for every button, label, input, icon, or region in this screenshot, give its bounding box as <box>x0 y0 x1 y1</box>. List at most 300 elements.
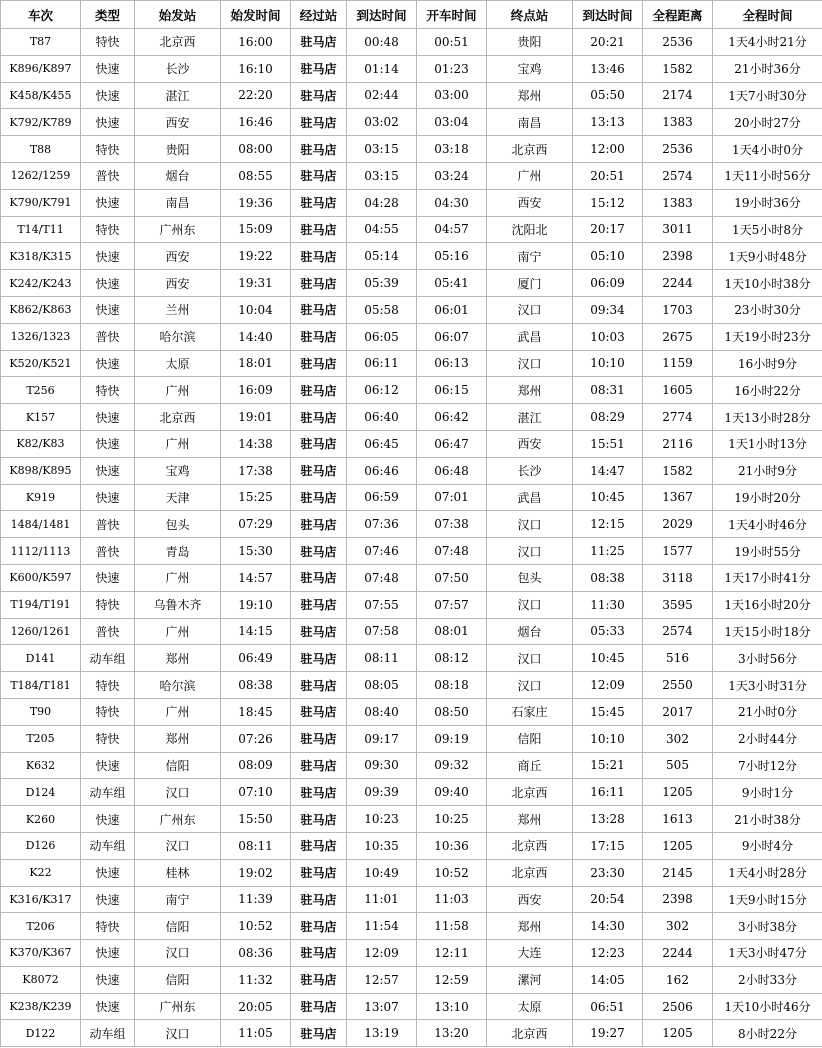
distance-cell: 1582 <box>643 457 713 484</box>
duration-cell: 1天9小时48分 <box>713 243 822 270</box>
train-no-cell: K157 <box>1 404 81 431</box>
distance-cell: 2550 <box>643 672 713 699</box>
terminal-station-cell: 湛江 <box>487 404 573 431</box>
table-row <box>1 404 822 431</box>
table-row <box>1 698 822 725</box>
terminal-arrival-time-cell: 10:45 <box>573 645 643 672</box>
table-row <box>1 136 822 163</box>
terminal-arrival-time-cell: 17:15 <box>573 832 643 859</box>
origin-station-cell: 信阳 <box>135 913 221 940</box>
train-no-cell: K318/K315 <box>1 243 81 270</box>
arrival-time-cell: 03:02 <box>347 109 417 136</box>
origin-time-cell: 19:01 <box>221 404 291 431</box>
via-station-cell: 驻马店 <box>291 698 347 725</box>
via-station-cell: 驻马店 <box>291 564 347 591</box>
origin-time-cell: 06:49 <box>221 645 291 672</box>
via-station-cell: 驻马店 <box>291 82 347 109</box>
origin-station-cell: 哈尔滨 <box>135 323 221 350</box>
table-row <box>1 672 822 699</box>
train-type-cell: 快速 <box>81 457 135 484</box>
train-no-header: 车次 <box>1 1 81 29</box>
origin-header: 始发站 <box>135 1 221 29</box>
arrival-time-cell: 11:01 <box>347 886 417 913</box>
origin-station-cell: 信阳 <box>135 966 221 993</box>
departure-time-cell: 07:48 <box>417 538 487 565</box>
origin-time-cell: 18:01 <box>221 350 291 377</box>
duration-cell: 1天4小时46分 <box>713 511 822 538</box>
duration-cell: 1天3小时31分 <box>713 672 822 699</box>
origin-time-cell: 14:38 <box>221 430 291 457</box>
duration-cell: 21小时36分 <box>713 55 822 82</box>
departure-time-cell: 04:30 <box>417 189 487 216</box>
origin-station-cell: 郑州 <box>135 645 221 672</box>
train-type-cell: 快速 <box>81 270 135 297</box>
train-type-cell: 快速 <box>81 430 135 457</box>
origin-station-cell: 北京西 <box>135 404 221 431</box>
terminal-station-cell: 漯河 <box>487 966 573 993</box>
arrival-time-cell: 03:15 <box>347 162 417 189</box>
departure-time-cell: 06:15 <box>417 377 487 404</box>
terminal-station-cell: 郑州 <box>487 806 573 833</box>
terminal-station-cell: 长沙 <box>487 457 573 484</box>
terminal-arrival-time-cell: 05:33 <box>573 618 643 645</box>
train-type-cell: 快速 <box>81 859 135 886</box>
via-station-cell: 驻马店 <box>291 243 347 270</box>
origin-time-header: 始发时间 <box>221 1 291 29</box>
via-station-cell: 驻马店 <box>291 940 347 967</box>
table-row <box>1 832 822 859</box>
via-station-cell: 驻马店 <box>291 725 347 752</box>
terminal-station-cell: 郑州 <box>487 82 573 109</box>
origin-station-cell: 烟台 <box>135 162 221 189</box>
origin-station-cell: 哈尔滨 <box>135 672 221 699</box>
train-no-cell: K600/K597 <box>1 564 81 591</box>
terminal-arrival-time-cell: 12:15 <box>573 511 643 538</box>
distance-cell: 2398 <box>643 886 713 913</box>
terminal-station-cell: 信阳 <box>487 725 573 752</box>
terminal-arrival-time-cell: 11:30 <box>573 591 643 618</box>
train-type-cell: 快速 <box>81 404 135 431</box>
terminal-station-cell: 汉口 <box>487 645 573 672</box>
arrival-time-cell: 08:11 <box>347 645 417 672</box>
origin-station-cell: 青岛 <box>135 538 221 565</box>
duration-cell: 16小时22分 <box>713 377 822 404</box>
terminal-station-cell: 北京西 <box>487 859 573 886</box>
departure-time-cell: 07:50 <box>417 564 487 591</box>
terminal-arrival-time-cell: 06:09 <box>573 270 643 297</box>
train-type-cell: 快速 <box>81 109 135 136</box>
via-station-cell: 驻马店 <box>291 29 347 56</box>
train-type-cell: 动车组 <box>81 1020 135 1047</box>
table-row <box>1 966 822 993</box>
terminal-arrival-time-cell: 13:46 <box>573 55 643 82</box>
table-row <box>1 484 822 511</box>
train-type-cell: 特快 <box>81 591 135 618</box>
origin-station-cell: 北京西 <box>135 29 221 56</box>
origin-time-cell: 15:30 <box>221 538 291 565</box>
departure-time-cell: 09:32 <box>417 752 487 779</box>
terminal-arrival-time-cell: 10:10 <box>573 725 643 752</box>
terminal-station-cell: 北京西 <box>487 832 573 859</box>
origin-station-cell: 贵阳 <box>135 136 221 163</box>
departure-time-cell: 03:00 <box>417 82 487 109</box>
origin-station-cell: 兰州 <box>135 296 221 323</box>
train-no-cell: K238/K239 <box>1 993 81 1020</box>
departure-time-cell: 06:01 <box>417 296 487 323</box>
origin-time-cell: 16:00 <box>221 29 291 56</box>
distance-cell: 162 <box>643 966 713 993</box>
origin-station-cell: 长沙 <box>135 55 221 82</box>
distance-cell: 2675 <box>643 323 713 350</box>
terminal-arrival-time-cell: 23:30 <box>573 859 643 886</box>
distance-cell: 2536 <box>643 29 713 56</box>
origin-station-cell: 西安 <box>135 270 221 297</box>
terminal-station-cell: 西安 <box>487 189 573 216</box>
via-station-cell: 驻马店 <box>291 216 347 243</box>
train-type-cell: 普快 <box>81 618 135 645</box>
train-type-cell: 快速 <box>81 940 135 967</box>
via-station-cell: 驻马店 <box>291 430 347 457</box>
origin-station-cell: 广州 <box>135 430 221 457</box>
arrival-time-cell: 09:30 <box>347 752 417 779</box>
origin-station-cell: 广州 <box>135 698 221 725</box>
departure-time-cell: 12:59 <box>417 966 487 993</box>
duration-cell: 1天17小时41分 <box>713 564 822 591</box>
via-station-cell: 驻马店 <box>291 538 347 565</box>
train-type-cell: 快速 <box>81 886 135 913</box>
departure-time-cell: 13:10 <box>417 993 487 1020</box>
terminal-station-cell: 郑州 <box>487 377 573 404</box>
duration-header: 全程时间 <box>713 1 822 29</box>
distance-cell: 1205 <box>643 832 713 859</box>
origin-time-cell: 18:45 <box>221 698 291 725</box>
via-station-cell: 驻马店 <box>291 162 347 189</box>
terminal-station-cell: 南昌 <box>487 109 573 136</box>
arrival-time-cell: 12:09 <box>347 940 417 967</box>
duration-cell: 1天13小时28分 <box>713 404 822 431</box>
train-no-cell: T88 <box>1 136 81 163</box>
distance-cell: 2244 <box>643 940 713 967</box>
origin-station-cell: 汉口 <box>135 940 221 967</box>
via-station-cell: 驻马店 <box>291 832 347 859</box>
distance-cell: 1367 <box>643 484 713 511</box>
terminal-station-cell: 北京西 <box>487 136 573 163</box>
train-type-cell: 特快 <box>81 913 135 940</box>
origin-time-cell: 08:11 <box>221 832 291 859</box>
train-no-cell: K790/K791 <box>1 189 81 216</box>
duration-cell: 1天3小时47分 <box>713 940 822 967</box>
departure-time-cell: 05:16 <box>417 243 487 270</box>
origin-time-cell: 22:20 <box>221 82 291 109</box>
train-no-cell: D124 <box>1 779 81 806</box>
distance-cell: 2244 <box>643 270 713 297</box>
origin-time-cell: 14:57 <box>221 564 291 591</box>
train-no-cell: T87 <box>1 29 81 56</box>
train-type-cell: 快速 <box>81 55 135 82</box>
distance-cell: 3595 <box>643 591 713 618</box>
arrival-time-cell: 11:54 <box>347 913 417 940</box>
via-station-cell: 驻马店 <box>291 404 347 431</box>
terminal-arrival-time-cell: 15:51 <box>573 430 643 457</box>
origin-time-cell: 14:15 <box>221 618 291 645</box>
distance-cell: 2574 <box>643 618 713 645</box>
train-no-cell: T184/T181 <box>1 672 81 699</box>
arrival-time-cell: 04:28 <box>347 189 417 216</box>
via-station-cell: 驻马店 <box>291 189 347 216</box>
train-no-cell: D122 <box>1 1020 81 1047</box>
via-station-cell: 驻马店 <box>291 377 347 404</box>
arrival-time-header: 到达时间 <box>347 1 417 29</box>
train-no-cell: 1326/1323 <box>1 323 81 350</box>
origin-station-cell: 南宁 <box>135 886 221 913</box>
departure-time-cell: 13:20 <box>417 1020 487 1047</box>
via-station-cell: 驻马店 <box>291 672 347 699</box>
train-type-cell: 特快 <box>81 29 135 56</box>
arrival-time-cell: 00:48 <box>347 29 417 56</box>
table-row <box>1 29 822 56</box>
distance-cell: 505 <box>643 752 713 779</box>
terminal-station-cell: 西安 <box>487 430 573 457</box>
distance-cell: 2029 <box>643 511 713 538</box>
distance-cell: 1577 <box>643 538 713 565</box>
terminal-arrival-time-cell: 19:27 <box>573 1020 643 1047</box>
arrival-time-cell: 07:55 <box>347 591 417 618</box>
train-type-cell: 普快 <box>81 162 135 189</box>
departure-time-cell: 01:23 <box>417 55 487 82</box>
distance-cell: 2174 <box>643 82 713 109</box>
table-row <box>1 82 822 109</box>
terminal-station-cell: 武昌 <box>487 323 573 350</box>
table-row <box>1 511 822 538</box>
train-no-cell: K520/K521 <box>1 350 81 377</box>
origin-time-cell: 08:38 <box>221 672 291 699</box>
departure-time-cell: 10:36 <box>417 832 487 859</box>
via-station-cell: 驻马店 <box>291 270 347 297</box>
table-row <box>1 993 822 1020</box>
distance-cell: 1613 <box>643 806 713 833</box>
terminal-station-cell: 宝鸡 <box>487 55 573 82</box>
departure-time-cell: 08:12 <box>417 645 487 672</box>
departure-time-cell: 11:58 <box>417 913 487 940</box>
distance-cell: 2017 <box>643 698 713 725</box>
train-type-cell: 特快 <box>81 377 135 404</box>
duration-cell: 1天10小时46分 <box>713 993 822 1020</box>
terminal-station-cell: 厦门 <box>487 270 573 297</box>
distance-cell: 302 <box>643 913 713 940</box>
arrival-time-cell: 09:39 <box>347 779 417 806</box>
table-row <box>1 189 822 216</box>
origin-station-cell: 信阳 <box>135 752 221 779</box>
train-type-cell: 普快 <box>81 323 135 350</box>
arrival-time-cell: 06:40 <box>347 404 417 431</box>
departure-time-cell: 12:11 <box>417 940 487 967</box>
origin-station-cell: 广州东 <box>135 806 221 833</box>
train-type-cell: 普快 <box>81 538 135 565</box>
departure-time-cell: 07:57 <box>417 591 487 618</box>
distance-cell: 1605 <box>643 377 713 404</box>
terminal-station-cell: 大连 <box>487 940 573 967</box>
arrival-time-cell: 02:44 <box>347 82 417 109</box>
origin-station-cell: 宝鸡 <box>135 457 221 484</box>
arrival-time-cell: 03:15 <box>347 136 417 163</box>
arrival-time-cell: 12:57 <box>347 966 417 993</box>
duration-cell: 1天4小时0分 <box>713 136 822 163</box>
via-station-cell: 驻马店 <box>291 296 347 323</box>
via-station-header: 经过站 <box>291 1 347 29</box>
distance-header: 全程距离 <box>643 1 713 29</box>
origin-time-cell: 07:26 <box>221 725 291 752</box>
terminal-station-cell: 北京西 <box>487 1020 573 1047</box>
origin-time-cell: 10:52 <box>221 913 291 940</box>
terminal-station-cell: 贵阳 <box>487 29 573 56</box>
terminal-arrival-time-cell: 15:12 <box>573 189 643 216</box>
via-station-cell: 驻马店 <box>291 1020 347 1047</box>
terminal-arrival-time-cell: 12:00 <box>573 136 643 163</box>
via-station-cell: 驻马店 <box>291 618 347 645</box>
arrival-time-cell: 10:49 <box>347 859 417 886</box>
departure-time-cell: 06:13 <box>417 350 487 377</box>
train-type-cell: 动车组 <box>81 832 135 859</box>
origin-time-cell: 16:46 <box>221 109 291 136</box>
train-no-cell: K896/K897 <box>1 55 81 82</box>
terminal-station-cell: 石家庄 <box>487 698 573 725</box>
table-row <box>1 323 822 350</box>
origin-time-cell: 15:25 <box>221 484 291 511</box>
departure-time-cell: 05:41 <box>417 270 487 297</box>
origin-station-cell: 汉口 <box>135 779 221 806</box>
origin-time-cell: 08:36 <box>221 940 291 967</box>
departure-time-cell: 03:04 <box>417 109 487 136</box>
duration-cell: 21小时0分 <box>713 698 822 725</box>
duration-cell: 1天4小时28分 <box>713 859 822 886</box>
duration-cell: 1天7小时30分 <box>713 82 822 109</box>
train-no-cell: K316/K317 <box>1 886 81 913</box>
train-no-cell: T256 <box>1 377 81 404</box>
origin-time-cell: 11:39 <box>221 886 291 913</box>
distance-cell: 1159 <box>643 350 713 377</box>
duration-cell: 1天4小时21分 <box>713 29 822 56</box>
origin-time-cell: 17:38 <box>221 457 291 484</box>
distance-cell: 2536 <box>643 136 713 163</box>
train-no-cell: T205 <box>1 725 81 752</box>
arrival-time-cell: 07:36 <box>347 511 417 538</box>
duration-cell: 9小时4分 <box>713 832 822 859</box>
duration-cell: 2小时44分 <box>713 725 822 752</box>
table-row <box>1 913 822 940</box>
terminal-arrival-time-cell: 20:54 <box>573 886 643 913</box>
arrival-time-cell: 07:48 <box>347 564 417 591</box>
arrival-time-cell: 06:05 <box>347 323 417 350</box>
duration-cell: 1天11小时56分 <box>713 162 822 189</box>
origin-station-cell: 南昌 <box>135 189 221 216</box>
terminal-arrival-time-cell: 12:09 <box>573 672 643 699</box>
train-no-cell: K919 <box>1 484 81 511</box>
origin-time-cell: 19:22 <box>221 243 291 270</box>
via-station-cell: 驻马店 <box>291 806 347 833</box>
origin-station-cell: 太原 <box>135 350 221 377</box>
origin-time-cell: 19:31 <box>221 270 291 297</box>
train-type-cell: 特快 <box>81 725 135 752</box>
terminal-station-cell: 汉口 <box>487 511 573 538</box>
duration-cell: 1天9小时15分 <box>713 886 822 913</box>
distance-cell: 516 <box>643 645 713 672</box>
via-station-cell: 驻马店 <box>291 323 347 350</box>
distance-cell: 2774 <box>643 404 713 431</box>
terminal-station-cell: 汉口 <box>487 591 573 618</box>
origin-time-cell: 11:05 <box>221 1020 291 1047</box>
via-station-cell: 驻马店 <box>291 109 347 136</box>
origin-station-cell: 郑州 <box>135 725 221 752</box>
origin-time-cell: 20:05 <box>221 993 291 1020</box>
distance-cell: 1205 <box>643 779 713 806</box>
terminal-arrival-time-cell: 05:10 <box>573 243 643 270</box>
duration-cell: 19小时20分 <box>713 484 822 511</box>
duration-cell: 1天16小时20分 <box>713 591 822 618</box>
duration-cell: 3小时56分 <box>713 645 822 672</box>
terminal-station-cell: 汉口 <box>487 296 573 323</box>
arrival-time-cell: 05:39 <box>347 270 417 297</box>
departure-time-cell: 03:18 <box>417 136 487 163</box>
origin-time-cell: 16:10 <box>221 55 291 82</box>
arrival-time-cell: 13:07 <box>347 993 417 1020</box>
departure-time-cell: 06:42 <box>417 404 487 431</box>
table-row <box>1 564 822 591</box>
type-header: 类型 <box>81 1 135 29</box>
header-row <box>1 1 822 29</box>
table-row <box>1 859 822 886</box>
table-row <box>1 725 822 752</box>
train-type-cell: 动车组 <box>81 779 135 806</box>
train-no-cell: 1484/1481 <box>1 511 81 538</box>
train-no-cell: K370/K367 <box>1 940 81 967</box>
terminal-arrival-time-cell: 20:51 <box>573 162 643 189</box>
departure-time-cell: 03:24 <box>417 162 487 189</box>
duration-cell: 21小时9分 <box>713 457 822 484</box>
origin-station-cell: 汉口 <box>135 832 221 859</box>
terminal-arrival-time-cell: 10:10 <box>573 350 643 377</box>
table-row <box>1 430 822 457</box>
departure-time-cell: 06:48 <box>417 457 487 484</box>
distance-cell: 1383 <box>643 189 713 216</box>
table-row <box>1 377 822 404</box>
table-row <box>1 591 822 618</box>
departure-time-cell: 07:01 <box>417 484 487 511</box>
origin-time-cell: 14:40 <box>221 323 291 350</box>
origin-time-cell: 08:09 <box>221 752 291 779</box>
train-no-cell: K792/K789 <box>1 109 81 136</box>
table-row <box>1 296 822 323</box>
table-row <box>1 1020 822 1047</box>
terminal-arrival-time-cell: 20:17 <box>573 216 643 243</box>
origin-station-cell: 包头 <box>135 511 221 538</box>
origin-station-cell: 西安 <box>135 109 221 136</box>
distance-cell: 302 <box>643 725 713 752</box>
arrival-time-cell: 13:19 <box>347 1020 417 1047</box>
table-row <box>1 886 822 913</box>
terminal-station-cell: 郑州 <box>487 913 573 940</box>
train-type-cell: 快速 <box>81 350 135 377</box>
train-type-cell: 快速 <box>81 82 135 109</box>
duration-cell: 1天15小时18分 <box>713 618 822 645</box>
table-row <box>1 109 822 136</box>
table-row <box>1 779 822 806</box>
train-no-cell: D141 <box>1 645 81 672</box>
distance-cell: 2145 <box>643 859 713 886</box>
terminal-arrival-time-cell: 06:51 <box>573 993 643 1020</box>
arrival-time-cell: 07:46 <box>347 538 417 565</box>
arrival-time-cell: 08:40 <box>347 698 417 725</box>
origin-time-cell: 10:04 <box>221 296 291 323</box>
